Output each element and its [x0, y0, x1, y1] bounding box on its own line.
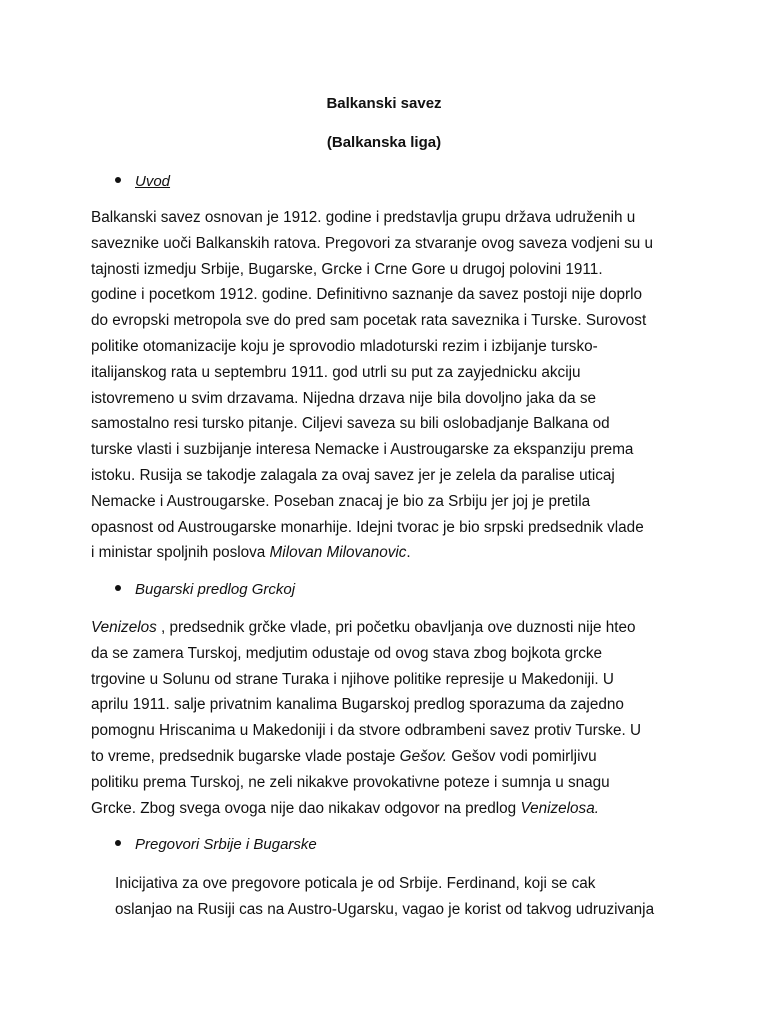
paragraph-line: turske vlasti i suzbijanje interesa Nemacke i Austrougarske za ekspanziju prema [91, 441, 634, 459]
paragraph-line [91, 540, 691, 566]
section-heading-bugarski-predlog [115, 580, 295, 600]
paragraph-line: aprilu 1911. salje privatnim kanalima Bugarskoj predlog sporazuma da zajedno [91, 696, 624, 714]
paragraph-line: oslanjao na Rusiji cas na Austro-Ugarsku, vagao je korist od takvog udruzivanja [115, 900, 655, 918]
paragraph-line [91, 744, 691, 770]
paragraph-line: italijanskog rata u septembru 1911. god utrli su put za zayjednicku akciju [91, 363, 581, 381]
document-title: Balkanski savez [326, 95, 442, 112]
italic-name: Venizelos [91, 619, 157, 636]
section-heading-uvod [115, 172, 170, 192]
paragraph-line: istoku. Rusija se takodje zalagala za ovaj savez jer je zelela da paralise uticaj [91, 466, 615, 484]
paragraph-line: tajnosti izmedju Srbije, Bugarske, Grcke i Crne Gore u drugoj polovini 1911. [91, 260, 603, 278]
section-heading-text: Bugarski predlog Grckoj [135, 581, 296, 598]
line-text: . [406, 544, 411, 562]
italic-name: Milovan Milovanovic [269, 544, 407, 562]
paragraph-line: pomognu Hriscanima u Makedoniji i da stvore odbrambeni savez protiv Turske. U [91, 722, 642, 740]
paragraph-line: do evropski metropola sve do pred sam pocetak rata saveznika i Turske. Surovost [91, 312, 647, 330]
section-heading-pregovori [115, 835, 317, 855]
paragraph-line: politike otomanizacije koju je sprovodio mladoturski rezim i izbijanje tursko- [91, 337, 598, 355]
document-subtitle: (Balkanska liga) [326, 134, 442, 151]
paragraph-line: opasnost od Austrougarske monarhije. Idejni tvorac je bio srpski predsednik vlade [91, 518, 644, 536]
section-heading-text: Uvod [135, 173, 171, 190]
paragraph-line: istovremeno u svim drzavama. Nijedna drzava nije bila dovoljno jaka da se [91, 389, 597, 407]
bullet-icon [115, 840, 121, 846]
paragraph-line: da se zamera Turskoj, medjutim odustaje od ovog stava zbog bojkota grcke [91, 644, 603, 662]
paragraph-line: godine i pocetkom 1912. godine. Definitivno saznanje da savez postoji nije doprlo [91, 286, 643, 304]
paragraph-line: politiku prema Turskoj, ne zeli nikakve provokativne poteze i sumnja u snagu [91, 773, 610, 791]
italic-name: Gešov. [399, 747, 447, 765]
line-text: , predsednik grčke vlade, pri početku obavljanja ove duznosti nije hteo [156, 619, 636, 636]
paragraph-bugarski-predlog [91, 615, 691, 821]
paragraph-line: Balkanski savez osnovan je 1912. godine i predstavlja grupu država udruženih u [91, 209, 636, 226]
bullet-icon [115, 585, 121, 591]
paragraph-line [91, 615, 691, 641]
paragraph-pregovori [115, 871, 715, 923]
paragraph-uvod [91, 205, 691, 566]
paragraph-line: samostalno resi tursko pitanje. Ciljevi saveza su bili oslobadjanje Balkana od [91, 415, 610, 433]
line-text: Gešov vodi pomirljivu [447, 747, 597, 765]
italic-name: Venizelosa. [520, 799, 599, 817]
paragraph-line: saveznike uoči Balkanskih ratova. Pregovori za stvaranje ovog saveza vodjeni su u [91, 234, 654, 252]
bullet-icon [115, 177, 121, 183]
section-heading-text: Pregovori Srbije i Bugarske [135, 836, 317, 853]
line-text: i ministar spoljnih poslova [91, 544, 270, 562]
paragraph-line [91, 796, 691, 822]
paragraph-line: Nemacke i Austrougarske. Poseban znacaj je bio za Srbiju jer joj je pretila [91, 492, 591, 510]
line-text: Grcke. Zbog svega ovoga nije dao nikakav odgovor na predlog [91, 799, 521, 817]
line-text: to vreme, predsednik bugarske vlade postaje [91, 747, 400, 765]
paragraph-line: Inicijativa za ove pregovore poticala je od Srbije. Ferdinand, koji se cak [115, 875, 596, 892]
paragraph-line: trgovine u Solunu od strane Turaka i njihove politike represije u Makedoniji. U [91, 670, 614, 688]
